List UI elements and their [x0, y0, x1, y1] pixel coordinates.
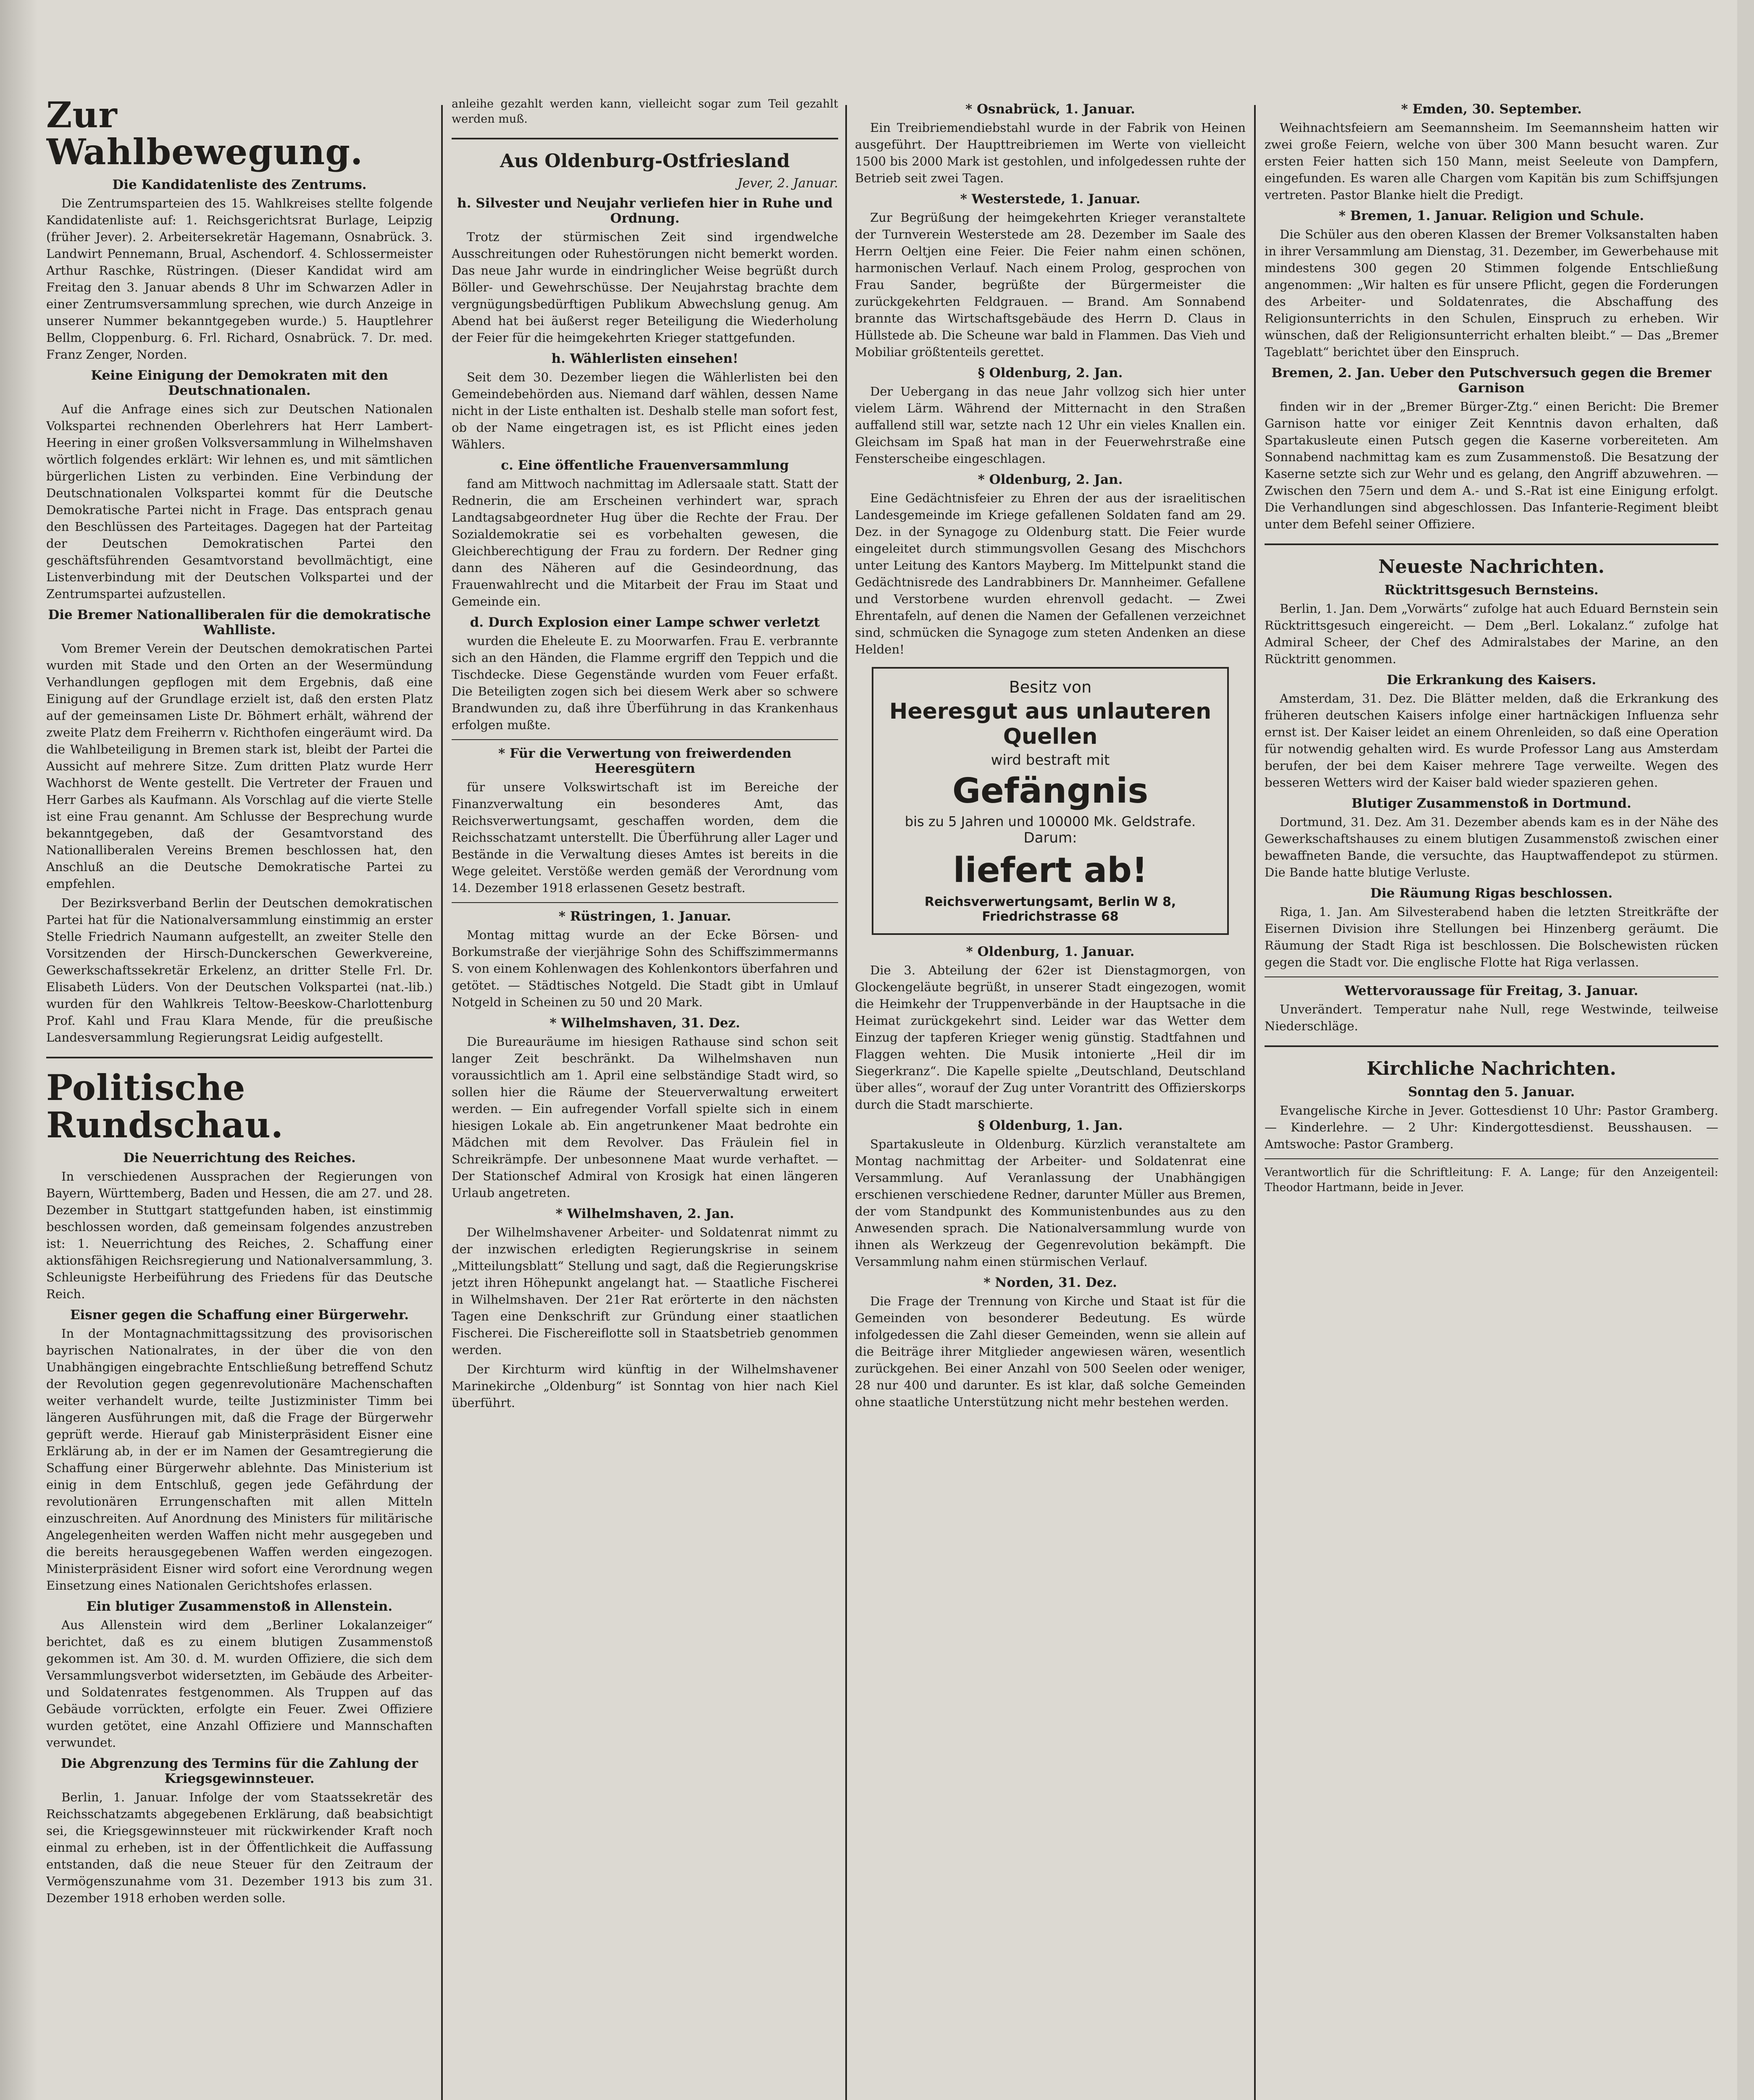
section-text: Der Bezirksverband Berlin der Deutschen demokratischen Partei hat für die Nationalversammlung einstimmig an erster Stelle Friedrich Naumann aufgestellt, an zweiter Stelle den Vorsitzenden der Hirsch-Dunckerschen Gewerkvereine, Gewerkschaftssekretär Erkelenz, an dritter Stelle Frl. Dr. Elisabeth Lüders. Von der Deutschen Volkspartei (nat.-lib.) wurden für den Wahlkreis Teltow-Beeskow-Charlottenburg Prof. Kahl und Frau Klara Mende, für die preußische Landesversammlung Regierungsrat Leidig aufgestellt. — [46, 896, 433, 1045]
item-text: Die Schüler aus den oberen Klassen der Bremer Volksanstalten haben in ihrer Versammlung am Dienstag, 31. Dezember, im Gewerbehause mit mindestens 300 gegen 20 Stimmen folgende Entschließung angenommen: „Wir halten es für unsere Pflicht, gegen die Forderungen des Arbeiter- und Soldatenrates, die Abschaffung des Religionsunterrichts in den Schulen, Einspruch zu erheben. Wir wünschen, daß der Religionsunterricht erhalten bleibt.“ — Das „Bremer Tageblatt“ berichtet über den Einspruch. — [1265, 227, 1718, 359]
ad-headline: liefert ab! — [953, 850, 1148, 890]
heading-wahlbewegung: Zur Wahlbewegung. — [46, 97, 363, 173]
item-text: Die 3. Abteilung der 62er ist Dienstagmorgen, von Glockengeläute begrüßt, in unserer Stadt eingezogen, womit die Heimkehr der Truppenverbände in der Hauptsache in die Heimat zurückgekehrt sind. Leider war das Wetter dem Einzug der tapferen Krieger wenig günstig. Stadtfahnen und Flaggen wehten. Die Musik intonierte „Heil dir im Siegerkranz“. Die Kapelle spielte „Deutschland, Deutschland über alles“, worauf der Zug unter Vorantritt des Offizierskorps durch die Stadt marschierte. — [855, 963, 1246, 1112]
section-title: Die Abgrenzung des Termins für die Zahlung der Kriegsgewinnsteuer. — [60, 1756, 418, 1786]
item-text: Zur Begrüßung der heimgekehrten Krieger veranstaltete der Turnverein Westerstede am 28. Dezember im Saale des Herrn Oeltjen eine Feier. Die Feier nahm einen schönen, harmonischen Verlauf. Nach einem Prolog, gesprochen von Frau Sander, begrüßte der Bürgermeister die zurückgekehrten Feldgrauen. — Brand. Am Sonnabend brannte das Wirtschaftsgebäude des Herrn D. Claus in Hüllstede ab. Die Scheune war bald in Flammen. Das Vieh und Mobiliar größtenteils gerettet. — [855, 210, 1246, 359]
ad-line: wird bestraft mit — [991, 752, 1110, 769]
news-text: Dortmund, 31. Dez. Am 31. Dezember abends kam es in der Nähe des Gewerkschaftshauses zu einem blutigen Zusammenstoß zwischen einer bewaffneten Bande, die versuchte, das Hauptwaffendepot zu stürmen. Die Bande hatte blutige Verluste. — [1265, 815, 1718, 879]
item-title: d. Durch Explosion einer Lampe schwer verletzt — [470, 615, 820, 630]
section-text: Die Zentrumsparteien des 15. Wahlkreises stellte folgende Kandidatenliste auf: 1. Reichsgerichtsrat Burlage, Leipzig (früher Jever). 2. Arbeitersekretär Hagemann, Osnabrück. 3. Landwirt Pennemann, Brual, Aschendorf. 4. Schlossermeister Arthur Raschke, Rüstringen. (Dieser Kandidat wird am Freitag den 3. Januar abends 8 Uhr im Schwarzen Adler in einer Zentrumsversammlung sprechen, wie durch Anzeige in unserer Nummer bekanntgegeben wurde.) 5. Hauptlehrer Bellm, Cloppenburg. 6. Frl. Richard, Osnabrück. 7. Dr. med. Franz Zenger, Norden. — [46, 196, 433, 362]
ad-line: Besitz von — [1009, 678, 1092, 696]
item-title: Bremen, 2. Jan. Ueber den Putschversuch gegen die Bremer Garnison — [1271, 365, 1712, 396]
heading-kirchliche-nachrichten: Kirchliche Nachrichten. — [1366, 1058, 1617, 1079]
item-title: * Westerstede, 1. Januar. — [960, 192, 1141, 207]
ad-line: Darum: — [1023, 830, 1077, 846]
column-rule — [1254, 105, 1256, 2100]
news-text: Berlin, 1. Jan. Dem „Vorwärts“ zufolge hat auch Eduard Bernstein sein Rücktrittsgesuch eingereicht. — Dem „Berl. Lokalanz.“ zufolge hat Admiral Scheer, der Chef des Admiralstabes der Marine, an den Rücktritt genommen. — [1265, 601, 1718, 666]
divider — [452, 902, 838, 903]
heading-neueste-nachrichten: Neueste Nachrichten. — [1378, 556, 1605, 578]
item-title: * Rüstringen, 1. Januar. — [558, 909, 731, 924]
ad-line: bis zu 5 Jahren und 100000 Mk. Geldstrafe. — [905, 814, 1196, 830]
item-text: Der Wilhelmshavener Arbeiter- und Soldatenrat nimmt zu der inzwischen erledigten Regierungskrise in seinem „Mitteilungsblatt“ Stellung und sagt, daß die Regierungskrise jetzt ihren Höhepunkt angelangt hat. — Staatliche Fischerei in Wilhelmshaven. Der 21er Rat erörterte in den nächsten Tagen eine Denkschrift zur Gründung einer staatlichen Fischerei. Die Fischereiflotte soll in Staatsbetrieb genommen werden. — [452, 1225, 838, 1357]
heading-politische-rundschau: Politische Rundschau. — [46, 1067, 284, 1146]
scan-edge — [1737, 0, 1754, 2100]
section-title: Keine Einigung der Demokraten mit den Deutschnationalen. — [91, 368, 388, 399]
item-title: * Oldenburg, 1. Januar. — [966, 944, 1135, 959]
scan-shadow — [0, 0, 38, 2100]
weather-title: Wettervoraussage für Freitag, 3. Januar. — [1344, 983, 1638, 998]
section-text: Aus Allenstein wird dem „Berliner Lokalanzeiger“ berichtet, daß es zu einem blutigen Zusammenstoß gekommen ist. Am 30. d. M. wurden Offiziere, die sich dem Versammlungsverbot widersetzten, im Gebäude des Arbeiter- und Soldatenrates festgenommen. Als Truppen auf das Gebäude vorrückten, erfolgte ein Feuer. Zwei Offiziere wurden getötet, eine Anzahl Offiziere und Mannschaften verwundet. — [46, 1617, 433, 1750]
item-text: Ein Treibriemendiebstahl wurde in der Fabrik von Heinen ausgeführt. Der Haupttreibriemen im Werte von vielleicht 1500 bis 2000 Mark ist gestohlen, und infolgedessen ruhte der Betrieb seit zwei Tagen. — [855, 121, 1246, 185]
item-text: wurden die Eheleute E. zu Moorwarfen. Frau E. verbrannte sich an den Händen, die Flamme ergriff den Teppich und die Tischdecke. Diese Gegenstände wurden vom Feuer erfaßt. Die Beteiligten zogen sich bei diesem Werk aber so schwere Brandwunden zu, daß ihre Überführung in das Krankenhaus erfolgen mußte. — [452, 634, 838, 732]
column-4 — [1265, 97, 1718, 2100]
column-1 — [46, 97, 433, 2100]
item-text: Trotz der stürmischen Zeit sind irgendwelche Ausschreitungen oder Ruhestörungen nicht bemerkt worden. Das neue Jahr wurde in eindringlicher Weise begrüßt durch Böller- und Gewehrschüsse. Der Neujahrstag brachte dem vergnügungsbedürftigen Publikum Abwechslung genug. Am Abend hat bei äußerst reger Beteiligung die Wiederholung der Feier für die heimgekehrten Krieger stattgefunden. — [452, 230, 838, 345]
section-text: Berlin, 1. Januar. Infolge der vom Staatssekretär des Reichsschatzamts abgegebenen Erklärung, daß beabsichtigt sei, die Kriegsgewinnsteuer mit rückwirkender Kraft noch einmal zu erheben, ist in der Öffentlichkeit die Auffassung entstanden, daß die neue Steuer für den Zeitraum der Vermögenszunahme vom 31. Dezember 1913 bis zum 31. Dezember 1918 erhoben werden solle. — [46, 1790, 433, 1905]
section-title: Ein blutiger Zusammenstoß in Allenstein. — [86, 1599, 393, 1614]
item-title: h. Silvester und Neujahr verliefen hier in Ruhe und Ordnung. — [457, 196, 833, 226]
item-text: finden wir in der „Bremer Bürger-Ztg.“ einen Bericht: Die Bremer Garnison hatte vor einiger Zeit Kenntnis davon erhalten, daß Spartakusleute einen Putsch gegen die Kaserne vorbereiteten. Am Sonnabend nachmittag kam es zum Zusammenstoß. Die Besatzung der Kaserne setzte sich zur Wehr und es gelang, den Angriff abzuwehren. — Zwischen den 75ern und dem A.- und S.-Rat ist eine Einigung erfolgt. Die Verhandlungen sind abgeschlossen. Das Infanterie-Regiment bleibt unter dem Befehl seiner Offiziere. — [1265, 399, 1718, 531]
item-text: für unsere Volkswirtschaft ist im Bereiche der Finanzverwaltung ein besonderes Amt, das Reichsverwertungsamt, geschaffen worden, dem die Reichsschatzamt unterstellt. Die Überführung aller Lager und Bestände in die Verwaltung dieses Amtes ist bereits in die Wege geleitet. Verstöße werden gemäß der Verordnung vom 14. Dezember 1918 erlassenen Gesetz bestraft. — [452, 780, 838, 895]
ad-footer: Reichsverwertungsamt, Berlin W 8, Friedrichstrasse 68 — [924, 895, 1176, 924]
item-text: fand am Mittwoch nachmittag im Adlersaale statt. Statt der Rednerin, die am Erscheinen verhindert war, sprach Landtagsabgeordneter Hug über die Rechte der Frau. Der Sozialdemokratie sei es vorbehalten gewesen, die Gleichberechtigung der Frau zu fordern. Der Redner ging dann des Näheren auf die Gesindeordnung, das Frauenwahlrecht und die Mitarbeit der Frau im Staat und Gemeinde ein. — [452, 477, 838, 609]
divider — [452, 138, 838, 139]
item-text: Der Uebergang in das neue Jahr vollzog sich hier unter vielem Lärm. Während der Mitternacht in den Straßen auffallend still war, setzte nach 12 Uhr ein vieles Knallen ein. Gleichsam im Spaß hat man in der Feuerwehrstraße eine Fensterscheibe eingeschlagen. — [855, 384, 1246, 466]
section-title: Die Neuerrichtung des Reiches. — [123, 1150, 356, 1166]
heading-oldenburg-ostfriesland: Aus Oldenburg-Ostfriesland — [500, 150, 790, 172]
item-text: Der Kirchturm wird künftig in der Wilhelmshavener Marinekirche „Oldenburg“ ist Sonntag von hier nach Kiel überführt. — [452, 1362, 838, 1410]
news-title: Die Räumung Rigas beschlossen. — [1370, 886, 1613, 901]
item-title: § Oldenburg, 2. Jan. — [978, 365, 1123, 381]
divider — [1265, 1158, 1718, 1159]
advertisement-heeresgut — [872, 667, 1229, 935]
column-rule — [845, 105, 847, 2100]
section-title: Die Kandidatenliste des Zentrums. — [112, 177, 367, 193]
item-text: Seit dem 30. Dezember liegen die Wählerlisten bei den Gemeindebehörden aus. Niemand darf wählen, dessen Name nicht in der Liste enthalten ist. Deshalb stelle man sofort fest, ob der Name eingetragen ist, es ist Pflicht eines jeden Wählers. — [452, 370, 838, 452]
news-text: Amsterdam, 31. Dez. Die Blätter melden, daß die Erkrankung des früheren deutschen Kaisers infolge einer hartnäckigen Influenza sehr ernst ist. Der Kaiser leidet an einem Ohrenleiden, so daß eine Operation für notwendig gehalten wird. Es wurde Professor Lang aus Amsterdam berufen, der bei dem Kaiser mehrere Tage verweilte. Wegen des besseren Wetters wird der Kaiser bald wieder spazieren gehen. — [1265, 691, 1718, 790]
item-title: § Oldenburg, 1. Jan. — [978, 1118, 1123, 1133]
item-text: Montag mittag wurde an der Ecke Börsen- und Borkumstraße der vierjährige Sohn des Schiffszimmermanns S. von einem Kohlenwagen des Kohlenkontors überfahren und getötet. — Städtisches Notgeld. Die Stadt gibt in Umlauf Notgeld in Scheinen zu 50 und 20 Mark. — [452, 928, 838, 1009]
item-title: * Wilhelmshaven, 31. Dez. — [550, 1016, 740, 1031]
weather-text: Unverändert. Temperatur nahe Null, rege Westwinde, teilweise Niederschläge. — [1265, 1002, 1718, 1033]
column-3 — [855, 97, 1246, 2100]
news-title: Rücktrittsgesuch Bernsteins. — [1384, 583, 1599, 598]
divider — [452, 739, 838, 740]
divider — [1265, 1045, 1718, 1047]
item-text: Die Bureauräume im hiesigen Rathause sind schon seit langer Zeit beschränkt. Da Wilhelmshaven nun voraussichtlich am 1. April eine selbständige Stadt wird, so sollen hier die Räume der Steuerverwaltung erweitert werden. — Ein aufregender Vorfall spielte sich in einem hiesigen Lokale ab. Ein angetrunkener Maat bedrohte ein Mädchen mit dem Revolver. Das Fräulein fiel in Schreikrämpfe. Der unbesonnene Maat wurde verhaftet. — Der Stationschef Admiral von Krosigk hat einen längeren Urlaub angetreten. — [452, 1034, 838, 1200]
continued-text: anleihe gezahlt werden kann, vielleicht sogar zum Teil gezahlt werden muß. — [452, 97, 838, 126]
news-title: Blutiger Zusammenstoß in Dortmund. — [1351, 796, 1632, 811]
item-text: Die Frage der Trennung von Kirche und Staat ist für die Gemeinden von besonderer Bedeutung. Es würde infolgedessen die Zahl dieser Gemeinden, wenn sie allein auf die Beiträge ihrer Mitglieder angewiesen wären, wesentlich zurückgehen. Bei einer Anzahl von 500 Seelen oder weniger, 28 nur 400 und darunter. Es ist klar, daß solche Gemeinden ohne staatliche Unterstützung nicht mehr bestehen werden. — [855, 1294, 1246, 1409]
divider — [1265, 976, 1718, 977]
item-text: Weihnachtsfeiern am Seemannsheim. Im Seemannsheim hatten wir zwei große Feiern, welche von über 300 Mann besucht waren. Zur ersten Feier hatten sich 150 Mann, meist Seeleute von Dampfern, eingefunden. Es waren alle Chargen vom Kapitän bis zum Schiffsjungen vertreten. Pastor Blanke hielt die Predigt. — [1265, 121, 1718, 202]
item-text: Spartakusleute in Oldenburg. Kürzlich veranstaltete am Montag nachmittag der Arbeiter- und Soldatenrat eine Versammlung. Auf Veranlassung der Unabhängigen erschienen verschiedene Redner, darunter Müller aus Bremen, der vom Standpunkt des Kommunistenbundes aus zu den Anwesenden sprach. Die Nationalversammlung wurde von ihnen als Werkzeug der Gegenrevolution bekämpft. Die Versammlung nahm einen stürmischen Verlauf. — [855, 1137, 1246, 1269]
item-text: Eine Gedächtnisfeier zu Ehren der aus der israelitischen Landesgemeinde im Kriege gefallenen Soldaten fand am 29. Dez. in der Synagoge zu Oldenburg statt. Die Feier wurde eingeleitet durch stimmungsvollen Gesang des Mischchors unter Leitung des Kantors Mayberg. Im Mittelpunkt stand die Gedächtnisrede des Landrabbiners Dr. Mannheimer. Gefallene und Verstorbene wurden ehrenvoll gedacht. — Zwei Ehrentafeln, auf denen die Namen der Gefallenen verzeichnet sind, schmücken die Synagoge zum steten Andenken an diese Helden! — [855, 491, 1246, 656]
item-title: c. Eine öffentliche Frauenversammlung — [501, 458, 789, 473]
item-title: * Wilhelmshaven, 2. Jan. — [555, 1206, 734, 1221]
item-title: * Oldenburg, 2. Jan. — [978, 472, 1123, 487]
news-title: Die Erkrankung des Kaisers. — [1386, 672, 1596, 688]
item-title: * Osnabrück, 1. Januar. — [965, 102, 1135, 117]
column-rule — [441, 105, 443, 2100]
item-title: * Für die Verwertung von freiwerdenden Heeresgütern — [498, 746, 792, 776]
section-text: In verschiedenen Aussprachen der Regierungen von Bayern, Württemberg, Baden und Hessen, die am 27. und 28. Dezember in Stuttgart stattgefunden haben, ist einstimmig beschlossen worden, daß gemeinsam folgendes anzustreben ist: 1. Neuerrichtung des Reiches, 2. Schaffung einer aktionsfähigen Reichsregierung und Nationalversammlung, 3. Schleunigste Herbeiführung des Friedens für das Deutsche Reich. — [46, 1169, 433, 1301]
divider — [1265, 543, 1718, 545]
church-text: Evangelische Kirche in Jever. Gottesdienst 10 Uhr: Pastor Gramberg. — Kinderlehre. — 2 Uhr: Kindergottesdienst. Beusshausen. — Amtswoche: Pastor Gramberg. — [1265, 1103, 1718, 1151]
item-title: h. Wählerlisten einsehen! — [551, 351, 739, 366]
section-title: Die Bremer Nationalliberalen für die demokratische Wahlliste. — [48, 607, 431, 638]
ad-headline: Gefängnis — [952, 771, 1149, 811]
dateline: Jever, 2. Januar. — [737, 176, 838, 191]
news-text: Riga, 1. Jan. Am Silvesterabend haben die letzten Streitkräfte der Eisernen Division ihre Stellungen bei Hinzenberg geräumt. Die Räumung der Stadt Riga ist beschlossen. Die Bolschewisten rücken gegen die Stadt vor. Die englische Flotte hat Riga verlassen. — [1265, 905, 1718, 969]
ad-headline: Heeresgut aus unlauteren Quellen — [889, 699, 1212, 749]
section-text: Vom Bremer Verein der Deutschen demokratischen Partei wurden mit Stade und den Orten an der Wesermündung Verhandlungen gepflogen mit dem Ergebnis, daß eine Einigung auf der Grundlage erzielt ist, daß den ersten Platz auf der gemeinsamen Liste Dr. Böhmert erhält, während der zweite Platz dem Freiherrn v. Richthofen eingeräumt wird. Da die Wahlbeteiligung in Bremen stark ist, bleibt der Partei die Aussicht auf mehrere Sitze. Zum dritten Platz wurde Herr Wachhorst de Wente gestellt. Die Vertreter der Frauen und Herr Garbes als Kaufmann. Als Vorschlag auf die vierte Stelle ist eine Frau genannt. Am Schlusse der Besprechung wurde bekanntgegeben, daß der Gesamtvorstand des Nationalliberalen Vereins Bremen beschlossen hat, den Anschluß an die Deutsche Demokratische Partei zu empfehlen. — [46, 641, 433, 891]
item-title: * Emden, 30. September. — [1401, 102, 1582, 117]
item-title: * Norden, 31. Dez. — [984, 1275, 1117, 1290]
divider — [46, 1057, 433, 1058]
section-text: In der Montagnachmittagssitzung des provisorischen bayrischen Nationalrates, in der über die von den Unabhängigen eingebrachte Entschließung betreffend Schutz der Revolution gegen gegenrevolutionäre Machenschaften weiter verhandelt wurde, teilte Justizminister Timm bei längeren Ausführungen mit, daß die Frage der Bürgerwehr geprüft werde. Hierauf gab Ministerpräsident Eisner eine Erklärung ab, in der er im Namen der Gesamtregierung die Schaffung einer Bürgerwehr ablehnte. Das Ministerium ist einig in dem Entschluß, gegen jede Gefährdung der revolutionären Errungenschaften mit allen Mitteln einzuschreiten. Auf Anordnung des Ministers für militärische Angelegenheiten werden Waffen nicht mehr ausgegeben und die bereits herausgegebenen Waffen werden eingezogen. Ministerpräsident Eisner wird sofort eine Verordnung wegen Einsetzung eines Nationalen Gerichtshofes erlassen. — [46, 1326, 433, 1593]
item-title: * Bremen, 1. Januar. Religion und Schule. — [1339, 208, 1644, 223]
section-text: Auf die Anfrage eines sich zur Deutschen Nationalen Volkspartei rechnenden Oberlehrers hat Herr Lambert-Heering in einer großen Volksversammlung in Wilhelmshaven wörtlich folgendes erklärt: Wir lehnen es, und mit sämtlichen bürgerlichen Listen zu verbinden. Eine Verbindung der Deutschnationalen Volkspartei kommt für die Deutsche Demokratische Partei nicht in Frage. Das entsprach genau den Beschlüssen des Parteitages. Dagegen hat der Parteitag der Deutschen Demokratischen Partei den geschäftsführenden Gesamtvorstand bevollmächtigt, eine Listenverbindung mit der Deutschen Volkspartei und der Zentrumspartei aufzustellen. — [46, 402, 433, 601]
imprint: Verantwortlich für die Schriftleitung: F. A. Lange; für den Anzeigenteil: Theodor Hartmann, beide in Jever. — [1265, 1166, 1718, 1194]
column-2 — [452, 97, 838, 2100]
section-title: Eisner gegen die Schaffung einer Bürgerwehr. — [70, 1307, 409, 1323]
church-date: Sonntag den 5. Januar. — [1408, 1084, 1575, 1100]
